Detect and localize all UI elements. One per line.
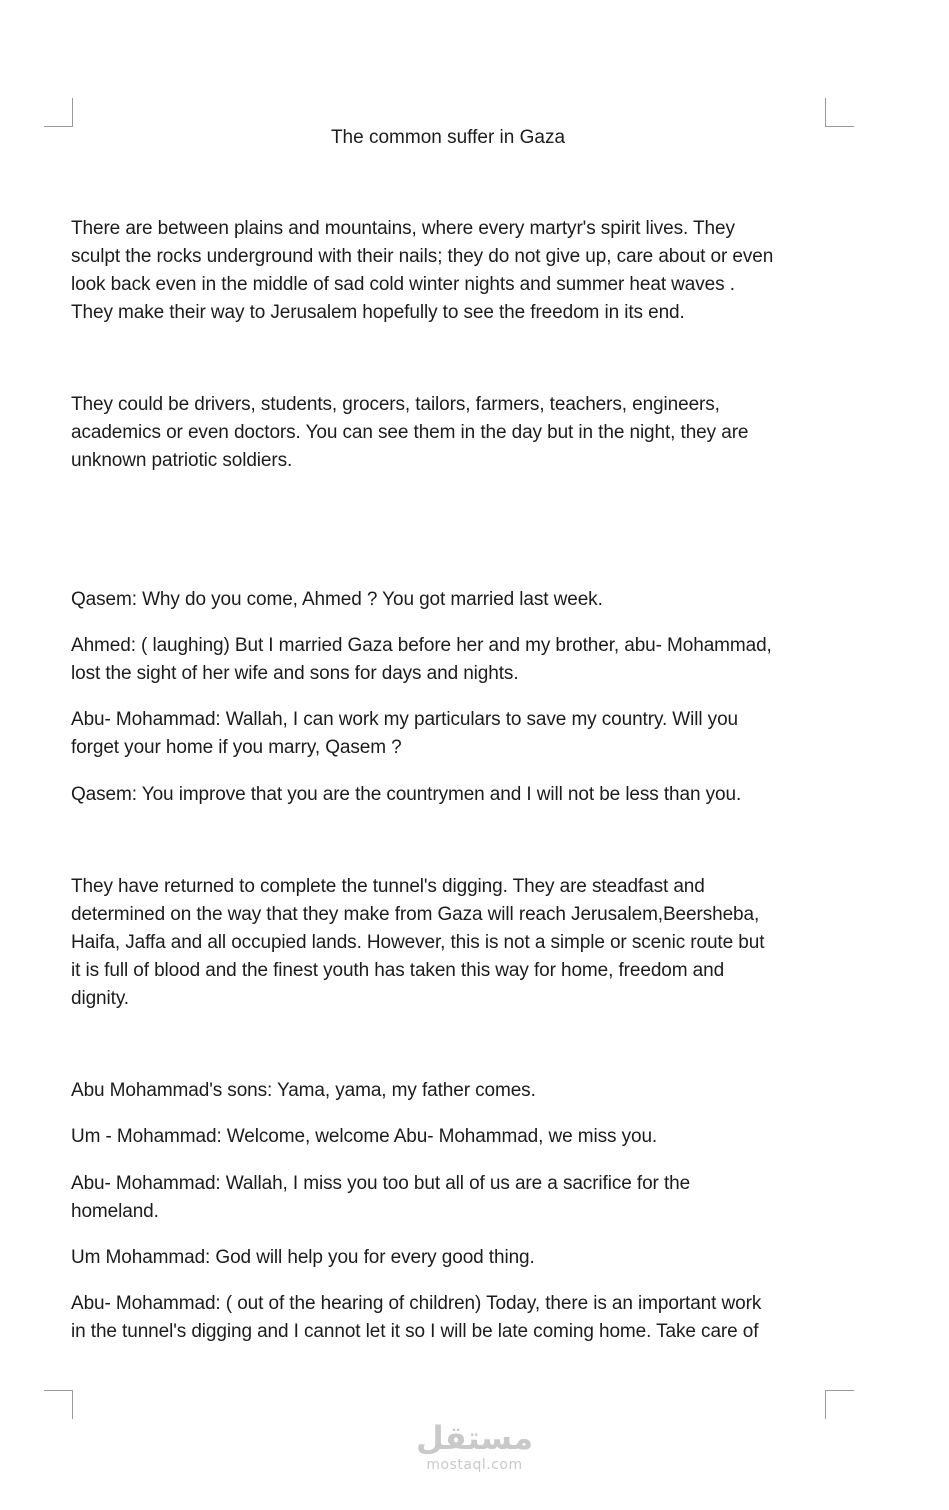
margin-corner-mark-bottom-right (825, 1390, 854, 1419)
dialogue-line-abu-mohammad-1: Abu- Mohammad: Wallah, I can work my particulars to save my country. Will you forget your home if you marry, Qasem ? (71, 709, 739, 758)
dialogue-line-abu-mohammad-3: Abu- Mohammad: ( out of the hearing of children) Today, there is an important work in the tunnel's digging and I cannot let it so I will be late coming home. Take care of (71, 1293, 762, 1342)
dialogue-line-um-mohammad-2: Um Mohammad: God will help you for every good thing. (71, 1247, 535, 1268)
margin-corner-mark-bottom-left (44, 1390, 73, 1419)
dialogue-line-abu-mohammad-2: Abu- Mohammad: Wallah, I miss you too but all of us are a sacrifice for the homeland. (71, 1173, 691, 1222)
dialogue-line-qasem-1: Qasem: Why do you come, Ahmed ? You got married last week. (71, 589, 603, 610)
watermark-logo: مستقل (415, 1419, 534, 1457)
dialogue-line-ahmed: Ahmed: ( laughing) But I married Gaza before her and my brother, abu- Mohammad, lost the sight of her wife and sons for days and nights. (71, 635, 772, 684)
paragraph-occupations: They could be drivers, students, grocers, tailors, farmers, teachers, engineers, academics or even doctors. You can see them in the day but in the night, they are unknown patriotic soldiers. (71, 394, 749, 471)
dialogue-line-um-mohammad-1: Um - Mohammad: Welcome, welcome Abu- Mohammad, we miss you. (71, 1126, 658, 1147)
margin-corner-mark-top-left (44, 98, 73, 127)
paragraph-intro: There are between plains and mountains, where every martyr's spirit lives. They sculpt the rocks underground with their nails; they do not give up, care about or even look back even in the middle of sad cold winter nights and summer heat waves . They make their way to Jerusalem hopefully to see the freedom in its end. (71, 218, 774, 323)
watermark-url: mostaql.com (426, 1457, 523, 1473)
margin-corner-mark-top-right (825, 98, 854, 127)
dialogue-line-qasem-2: Qasem: You improve that you are the countrymen and I will not be less than you. (71, 784, 742, 805)
document-title: The common suffer in Gaza (330, 127, 566, 148)
watermark (0, 1420, 949, 1474)
dialogue-line-sons: Abu Mohammad's sons: Yama, yama, my father comes. (71, 1080, 536, 1101)
paragraph-tunnel: They have returned to complete the tunnel's digging. They are steadfast and determined on the way that they make from Gaza will reach Jerusalem,Beersheba, Haifa, Jaffa and all occupied lands. However, this is not a simple or scenic route but it is full of blood and the finest youth has taken this way for home, freedom and dignity. (71, 876, 765, 1009)
